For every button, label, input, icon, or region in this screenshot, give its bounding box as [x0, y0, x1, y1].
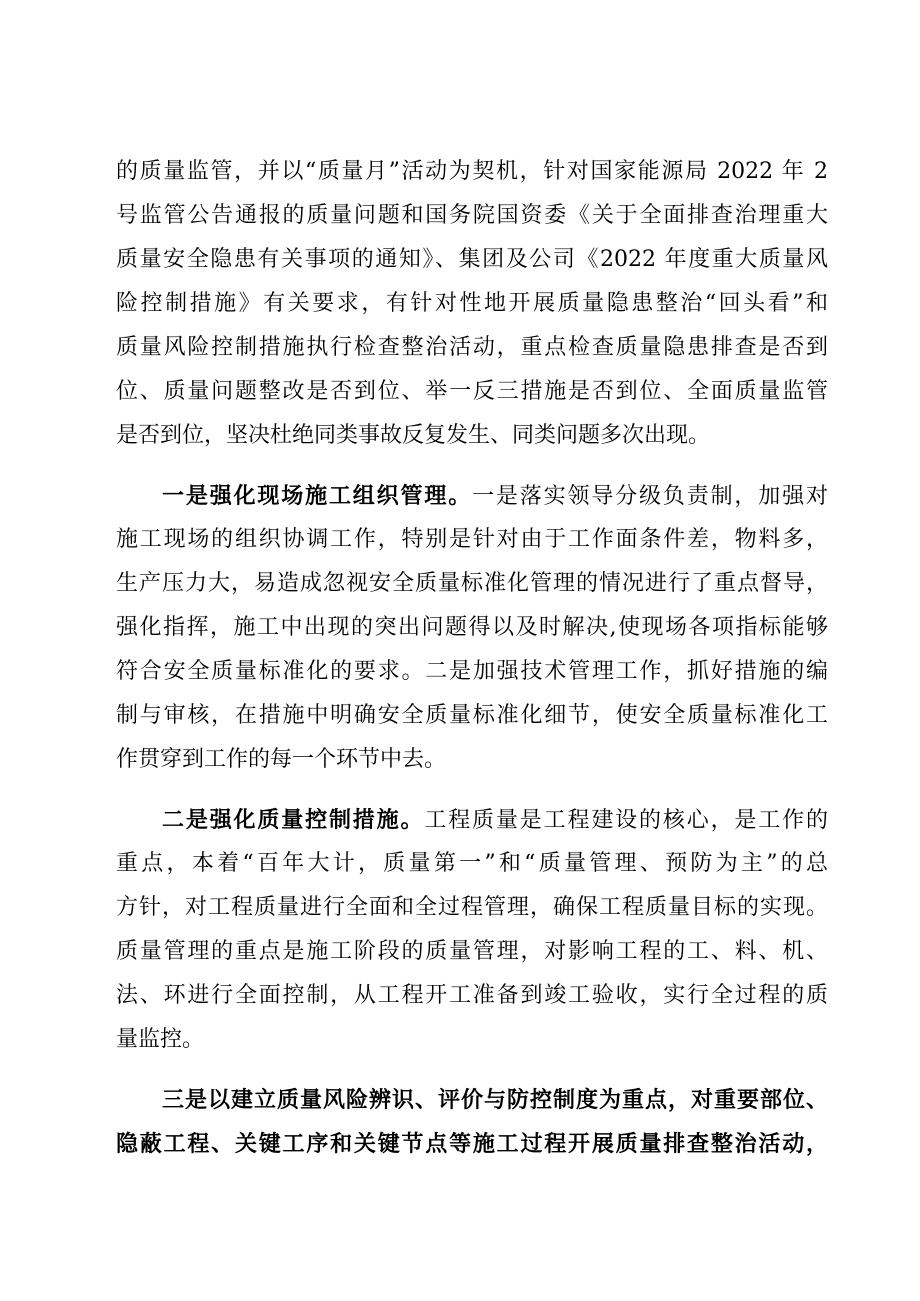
- text-line: 质量安全隐患有关事项的通知》、集团及公司《2022 年度重大质量风: [116, 247, 828, 272]
- text-span: 工程质量是工程建设的核心，是工作的: [424, 808, 828, 833]
- text-line: 是否到位，坚决杜绝同类事故反复发生、同类问题多次出现。: [116, 423, 711, 448]
- text-line: 强化指挥，施工中出现的突出问题得以及时解决,使现场各项指标能够: [116, 615, 828, 640]
- text-line: 三是以建立质量风险辨识、评价与防控制度为重点，对重要部位、: [162, 1087, 828, 1113]
- text-line: 隐蔽工程、关键工序和关键节点等施工过程开展质量排查整治活动，: [116, 1131, 828, 1157]
- text-line: 施工现场的组织协调工作，特别是针对由于工作面条件差，物料多，: [116, 527, 828, 552]
- document-body: [116, 150, 828, 1166]
- text-line: 质量风险控制措施执行检查整治活动，重点检查质量隐患排查是否到: [116, 335, 828, 360]
- text-line: 位、质量问题整改是否到位、举一反三措施是否到位、全面质量监管: [116, 379, 828, 404]
- text-line: 量监控。: [116, 1027, 205, 1052]
- text-line: 生产压力大，易造成忽视安全质量标准化管理的情况进行了重点督导，: [116, 571, 828, 596]
- text-line: [116, 474, 828, 518]
- text-line: 作贯穿到工作的每一个环节中去。: [116, 747, 447, 772]
- text-line: 的质量监管，并以“质量月”活动为契机，针对国家能源局 2022 年 2: [116, 159, 828, 184]
- paragraph-site-organization: [116, 474, 828, 782]
- text-line: 方针，对工程质量进行全面和全过程管理，确保工程质量目标的实现。: [116, 895, 828, 920]
- text-line: 重点，本着“百年大计，质量第一”和“质量管理、预防为主”的总: [116, 851, 828, 876]
- paragraph-quality-control: [116, 798, 828, 1062]
- paragraph-heading: 一是强化现场施工组织管理。: [162, 483, 473, 509]
- text-line: 号监管公告通报的质量问题和国务院国资委《关于全面排查治理重大: [116, 203, 828, 228]
- text-line: [116, 798, 828, 842]
- text-line: 质量管理的重点是施工阶段的质量管理，对影响工程的工、料、机、: [116, 939, 828, 964]
- text-line: 制与审核，在措施中明确安全质量标准化细节，使安全质量标准化工: [116, 703, 828, 728]
- text-span: 一是落实领导分级负责制，加强对: [472, 484, 828, 509]
- text-line: 符合安全质量标准化的要求。二是加强技术管理工作，抓好措施的编: [116, 659, 828, 684]
- paragraph-risk-identification: [116, 1078, 828, 1166]
- paragraph-quality-supervision: [116, 150, 828, 458]
- paragraph-heading: 二是强化质量控制措施。: [162, 807, 425, 833]
- text-line: 险控制措施》有关要求，有针对性地开展质量隐患整治“回头看”和: [116, 291, 828, 316]
- text-line: 法、环进行全面控制，从工程开工准备到竣工验收，实行全过程的质: [116, 983, 828, 1008]
